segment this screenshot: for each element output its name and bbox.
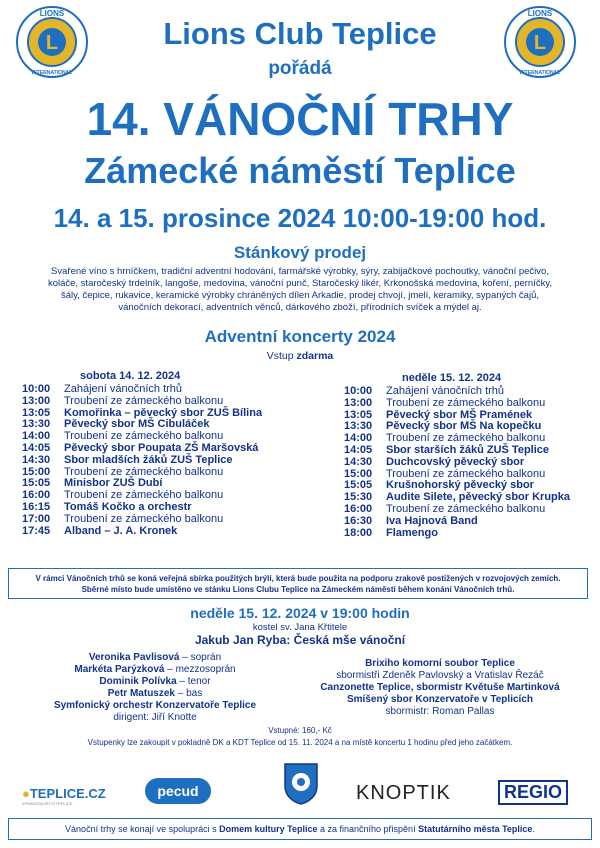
choir: Brixiho komorní soubor Teplice bbox=[365, 658, 515, 669]
day2-schedule bbox=[344, 386, 570, 539]
schedule-text: Troubení ze zámeckého balkonu bbox=[64, 512, 224, 525]
schedule-time: 15:30 bbox=[344, 491, 373, 504]
schedule-time: 14:30 bbox=[344, 455, 373, 468]
sponsor-knoptik-logo: KNOPTIK bbox=[356, 782, 451, 804]
schedule-row bbox=[344, 528, 570, 540]
event-date: 14. a 15. prosince 2024 10:00-19:00 hod. bbox=[53, 203, 547, 233]
schedule-time: 17:45 bbox=[22, 524, 51, 537]
soloists-list bbox=[30, 652, 280, 724]
schedule-time: 15:00 bbox=[344, 467, 373, 480]
schedule-text: Troubení ze zámeckého balkonu bbox=[386, 467, 546, 480]
soloist: Symfonický orchestr Konzervatoře Teplice bbox=[53, 700, 257, 711]
schedule-row bbox=[344, 516, 570, 528]
schedule-text: Alband – J. A. Kronek bbox=[64, 524, 178, 537]
schedule-text: Sbor mladších žáků ZUŠ Teplice bbox=[64, 453, 233, 466]
day1-title: sobota 14. 12. 2024 bbox=[80, 370, 181, 382]
club-title: Lions Club Teplice bbox=[163, 16, 437, 51]
stalls-line: Svařené víno s hrníčkem, tradiční adventní hodování, farmářské výrobky, sýry, zabijačkové pochoutky, vánoční pečivo, bbox=[51, 266, 549, 277]
schedule-time: 10:00 bbox=[22, 383, 51, 395]
entry-free bbox=[0, 350, 600, 362]
soloist: Dominik Polívka – tenor bbox=[99, 676, 211, 687]
schedule-text: Troubení ze zámeckého balkonu bbox=[386, 502, 546, 515]
schedule-text: Flamengo bbox=[386, 526, 438, 539]
schedule-text: Pěvecký sbor MŠ Cibuláček bbox=[64, 418, 210, 431]
logo-letter: L bbox=[533, 32, 547, 54]
choirs-list bbox=[300, 658, 580, 718]
teplice-coat-of-arms-icon bbox=[281, 760, 321, 806]
schedule-time: 15:05 bbox=[22, 477, 51, 490]
schedule-text: Audite Silete, pěvecký sbor Krupka bbox=[386, 491, 571, 504]
schedule-row bbox=[22, 526, 262, 538]
stalls-heading: Stánkový prodej bbox=[233, 243, 367, 262]
logo-top-text: LIONS bbox=[39, 9, 65, 18]
schedule-text: Pěvecký sbor MŠ Na kopečku bbox=[386, 420, 542, 433]
schedule-time: 13:30 bbox=[344, 420, 373, 433]
schedule-text: Minisbor ZUŠ Dubí bbox=[64, 477, 163, 490]
schedule-time: 14:00 bbox=[344, 432, 373, 445]
evening-work: Jakub Jan Ryba: Česká mše vánoční bbox=[194, 633, 406, 647]
schedule-text: Krušnohorský pěvecký sbor bbox=[386, 479, 534, 492]
evening-concert-title: neděle 15. 12. 2024 v 19:00 hodin bbox=[190, 605, 410, 621]
presents-label: pořádá bbox=[268, 58, 332, 79]
stalls-line: koláče, staročeský trdelník, langoše, medovina, vánoční punč, Staročeský likér, Krkonošská medovina, koření, perníčky, bbox=[47, 278, 553, 289]
glasses-collection-notice bbox=[8, 568, 588, 599]
sponsor-pecud-logo: pecud bbox=[145, 778, 211, 804]
sponsor-regio-logo: REGIO bbox=[498, 780, 568, 805]
schedule-time: 13:00 bbox=[22, 394, 51, 407]
schedule-text: Duchcovský pěvecký sbor bbox=[386, 455, 525, 468]
schedule-time: 15:00 bbox=[22, 465, 51, 478]
schedule-text: Iva Hajnová Band bbox=[386, 514, 478, 527]
schedule-time: 15:05 bbox=[344, 479, 373, 492]
logo-bottom-text: INTERNATIONAL bbox=[31, 70, 73, 76]
event-title: 14. VÁNOČNÍ TRHY bbox=[86, 93, 514, 145]
footer-cooperation: Vánoční trhy se konají ve spolupráci s Domem kultury Teplice a za finančního přispění Statutárního města Teplice. bbox=[8, 818, 592, 840]
choir: Canzonette Teplice, sbormistr Květuše Martinková bbox=[320, 682, 560, 693]
logo-top-text: LIONS bbox=[527, 9, 553, 18]
schedule-text: Troubení ze zámeckého balkonu bbox=[64, 430, 224, 443]
conductor: dirigent: Jiří Knotte bbox=[113, 712, 197, 723]
teplice-dot-icon: ● bbox=[22, 786, 30, 801]
evening-venue: kostel sv. Jana Křtitele bbox=[252, 622, 348, 633]
schedule-text: Troubení ze zámeckého balkonu bbox=[386, 396, 546, 409]
schedule-text: Troubení ze zámeckého balkonu bbox=[386, 432, 546, 445]
schedule-time: 17:00 bbox=[22, 512, 51, 525]
schedule-time: 13:05 bbox=[344, 408, 373, 421]
schedule-time: 14:00 bbox=[22, 430, 51, 443]
schedule-time: 10:00 bbox=[344, 385, 373, 397]
schedule-time: 13:05 bbox=[22, 406, 51, 419]
schedule-text: Sbor starších žáků ZUŠ Teplice bbox=[386, 443, 550, 456]
stalls-description bbox=[20, 266, 580, 314]
sponsor-teplice-logo: ●TEPLICE.CZ ZPRAVODAJSTVÍ TEPLICE bbox=[22, 786, 106, 806]
schedule-text: Pěvecký sbor Poupata ZŠ Maršovská bbox=[64, 441, 259, 454]
schedule-time: 16:30 bbox=[344, 514, 373, 527]
day1-schedule bbox=[22, 384, 262, 537]
schedule-time: 13:00 bbox=[344, 396, 373, 409]
entry-value: zdarma bbox=[296, 350, 334, 362]
schedule-time: 14:05 bbox=[22, 441, 51, 454]
event-place: Zámecké náměstí Teplice bbox=[84, 150, 516, 191]
entry-prefix: Vstup bbox=[266, 350, 294, 362]
schedule-text: Troubení ze zámeckého balkonu bbox=[64, 465, 224, 478]
notice-line: V rámci Vánočních trhů se koná veřejná sbírka použitých brýlí, která bude použita na podporu zrakově postižených v rozvojových zemích. bbox=[35, 574, 561, 583]
schedule-time: 16:00 bbox=[22, 489, 51, 502]
schedule-time: 16:15 bbox=[22, 500, 51, 513]
soloist: Markéta Parýzková – mezzosoprán bbox=[74, 664, 236, 675]
choir: sbormistři Zdeněk Pavlovský a Vratislav Řezáč bbox=[336, 670, 544, 681]
schedule-time: 18:00 bbox=[344, 526, 373, 539]
schedule-text: Zahájení vánočních trhů bbox=[64, 383, 183, 395]
day2-title: neděle 15. 12. 2024 bbox=[402, 372, 502, 384]
concerts-heading: Adventní koncerty 2024 bbox=[204, 327, 396, 346]
schedule-time: 14:30 bbox=[22, 453, 51, 466]
notice-line: Sběrné místo bude umístěno ve stánku Lions Clubu Teplice na Zámeckém náměstí během konání Vánočních trhů. bbox=[81, 585, 515, 594]
schedule-text: Zahájení vánočních trhů bbox=[386, 385, 505, 397]
schedule-text: Troubení ze zámeckého balkonu bbox=[64, 489, 224, 502]
stalls-line: vánočních dekorací, adventních věnců, dárkového zboží, přírodních svíček a mýdel aj. bbox=[118, 302, 482, 313]
schedule-text: Komořinka – pěvecký sbor ZUŠ Bílina bbox=[64, 406, 263, 419]
soloist: Petr Matuszek – bas bbox=[107, 688, 203, 699]
schedule-time: 16:00 bbox=[344, 502, 373, 515]
schedule-time: 14:05 bbox=[344, 443, 373, 456]
logo-letter: L bbox=[45, 32, 59, 54]
schedule-text: Pěvecký sbor MŠ Pramének bbox=[386, 408, 533, 421]
ticket-info: Vstupenky lze zakoupit v pokladně DK a KDT Teplice od 15. 11. 2024 a na místě koncertu 1 hodinu před jeho začátkem. bbox=[87, 738, 513, 747]
stalls-line: šály, čepice, rukavice, keramické výrobky chráněných dílen Arkadie, prodej chvojí, jmelí, keramiky, sypaných čajů, bbox=[60, 290, 539, 301]
soloist: Veronika Pavlisová – soprán bbox=[88, 652, 222, 663]
choir: Smíšený sbor Konzervatoře v Teplicích bbox=[347, 694, 533, 705]
schedule-text: Troubení ze zámeckého balkonu bbox=[64, 394, 224, 407]
choir: sbormistr: Roman Pallas bbox=[385, 706, 495, 717]
schedule-time: 13:30 bbox=[22, 418, 51, 431]
entry-price: Vstupné: 160,- Kč bbox=[268, 726, 332, 735]
logo-bottom-text: INTERNATIONAL bbox=[519, 70, 561, 76]
schedule-text: Tomáš Kočko a orchestr bbox=[64, 500, 192, 513]
